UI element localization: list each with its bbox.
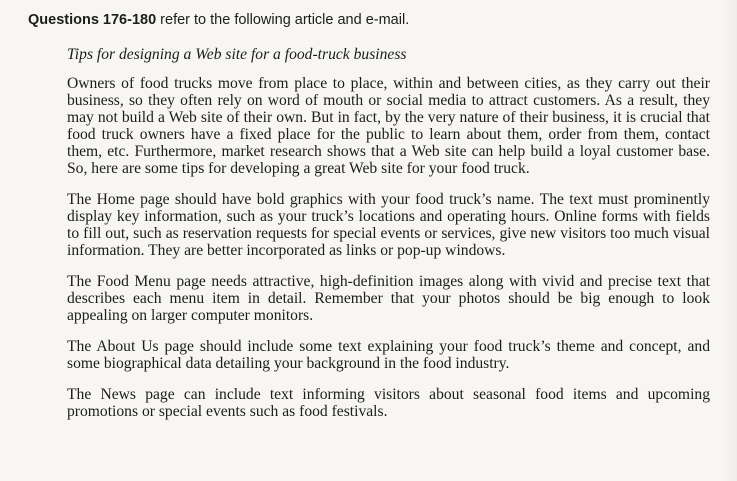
questions-header (28, 11, 409, 29)
article-paragraph-intro: Owners of food trucks move from place to place, within and between cities, as they carry out their business, so they often rely on word of mouth or social media to attract customers. As a result, they may not build a Web site of their own. But in fact, by the very nature of their business, it is crucial that food truck owners have a fixed place for the public to learn about them, order from them, contact them, etc. Furthermore, market research shows that a Web site can help build a loyal customer base. So, here are some tips for developing a great Web site for your food truck. (67, 75, 710, 177)
page-edge-shadow (721, 0, 737, 481)
article (67, 46, 710, 434)
article-paragraph-about-us: The About Us page should include some text explaining your food truck’s theme and concept, and some biographical data detailing your background in the food industry. (67, 338, 710, 372)
article-paragraph-food-menu: The Food Menu page needs attractive, high-definition images along with vivid and precise text that describes each menu item in detail. Remember that your photos should be big enough to look appealing on larger computer monitors. (67, 273, 710, 324)
article-paragraph-news: The News page can include text informing visitors about seasonal food items and upcoming promotions or special events such as food festivals. (67, 386, 710, 420)
questions-range: Questions 176-180 (28, 12, 157, 28)
article-paragraph-home-page: The Home page should have bold graphics with your food truck’s name. The text must prominently display key information, such as your truck’s locations and operating hours. Online forms with fields to fill out, such as reservation requests for special events or services, give new visitors too much visual information. They are better incorporated as links or pop-up windows. (67, 191, 710, 259)
questions-instruction: refer to the following article and e-mail. (156, 12, 410, 28)
article-title: Tips for designing a Web site for a food-truck business (67, 46, 407, 63)
